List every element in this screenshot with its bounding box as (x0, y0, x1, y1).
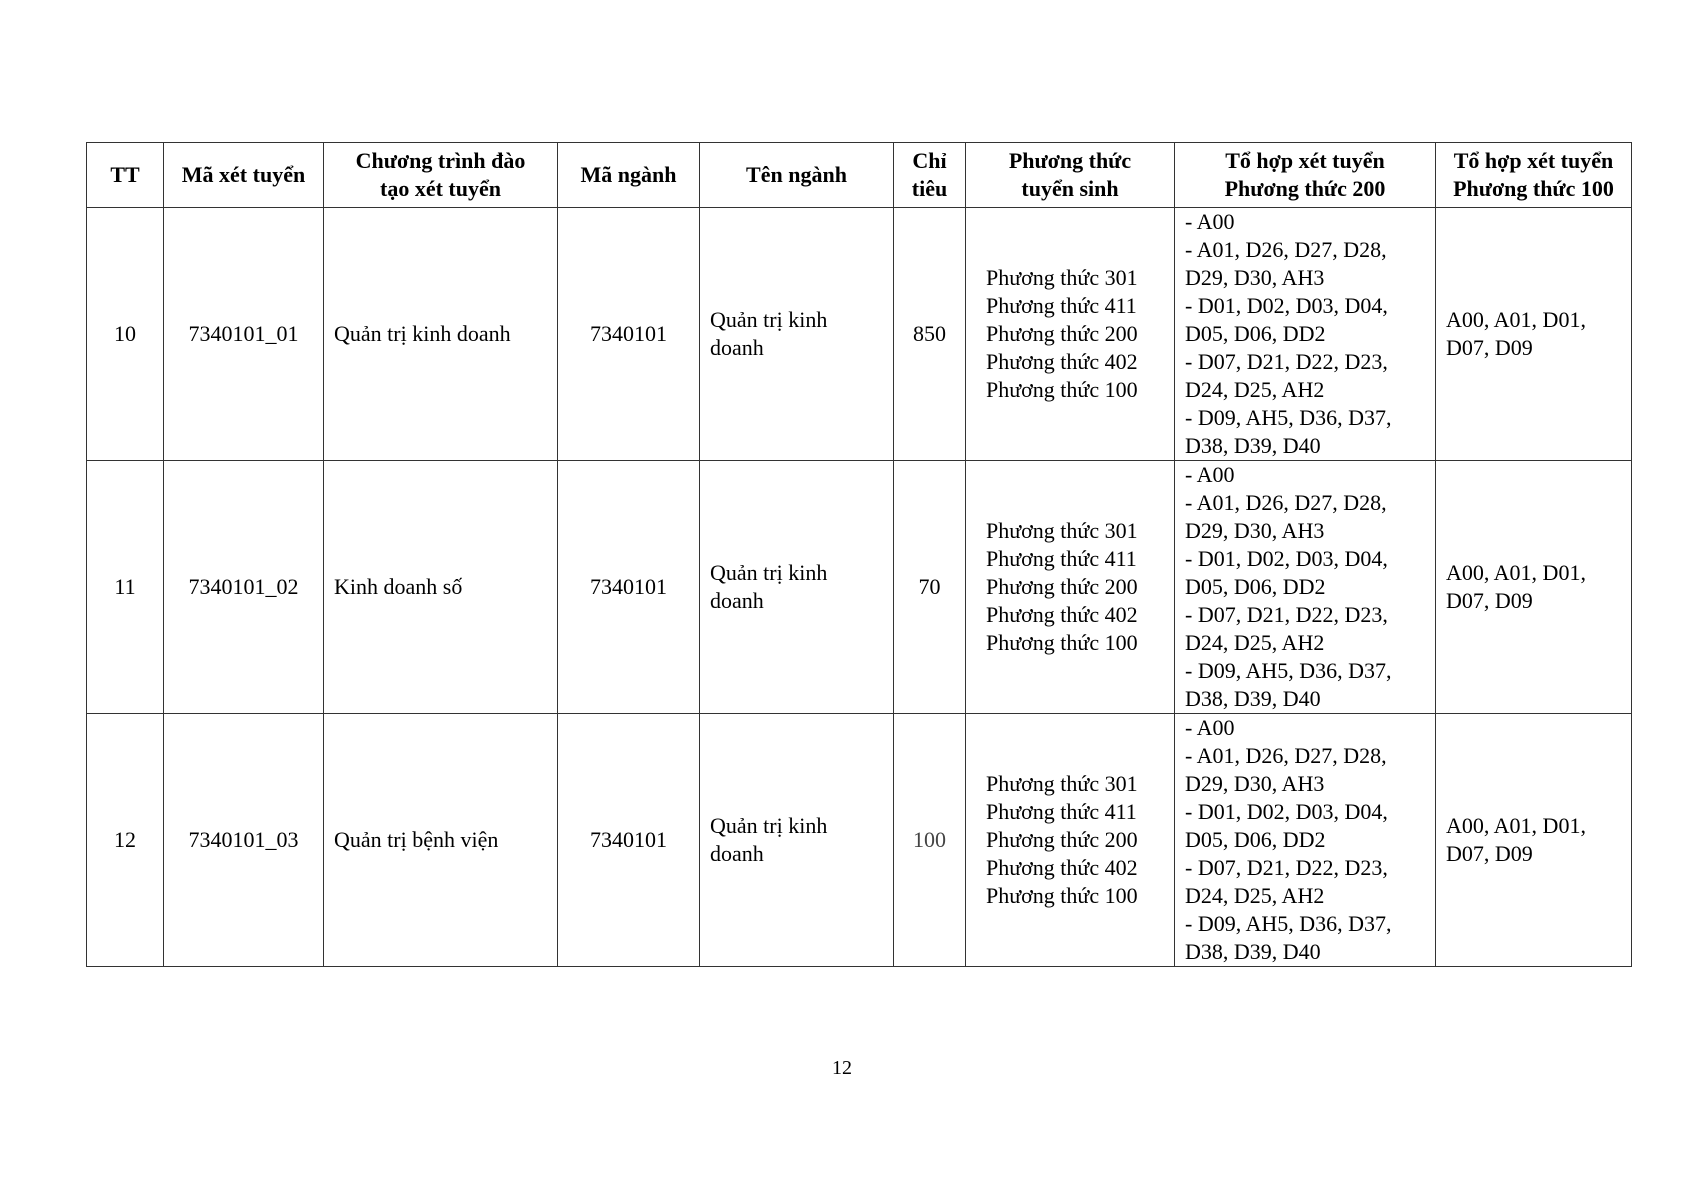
cell-line: Phương thức 411 (986, 293, 1137, 318)
cell-line: - A01, D26, D27, D28, (1185, 743, 1387, 768)
cell-phuong-thuc (966, 208, 1175, 461)
cell-ma-nganh: 7340101 (558, 208, 700, 461)
header-to-hop-200 (1175, 143, 1436, 208)
header-chi-tieu (894, 143, 966, 208)
header-row (87, 143, 1632, 208)
cell-line: D29, D30, AH3 (1185, 265, 1325, 290)
cell-to-hop-100 (1436, 714, 1632, 967)
admission-table (86, 142, 1632, 967)
cell-line: Phương thức 402 (986, 349, 1138, 374)
header-ten-nganh: Tên ngành (700, 143, 894, 208)
cell-ma-nganh: 7340101 (558, 714, 700, 967)
cell-line: - D07, D21, D22, D23, (1185, 349, 1388, 374)
cell-chi-tieu: 100 (894, 714, 966, 967)
header-chuong-trinh (324, 143, 558, 208)
cell-line: D05, D06, DD2 (1185, 574, 1326, 599)
cell-line: Phương thức 100 (986, 630, 1138, 655)
header-line: Tổ hợp xét tuyển (1453, 148, 1614, 173)
cell-phuong-thuc (966, 714, 1175, 967)
cell-ma-xet-tuyen: 7340101_03 (164, 714, 324, 967)
header-line: Phương thức 200 (1224, 176, 1386, 201)
cell-line: Phương thức 301 (986, 518, 1138, 543)
cell-line: - D09, AH5, D36, D37, (1185, 911, 1392, 936)
cell-line: D29, D30, AH3 (1185, 518, 1325, 543)
header-line: Chương trình đào (355, 148, 526, 173)
cell-line: Quản trị kinh (710, 560, 828, 585)
cell-chi-tieu: 70 (894, 461, 966, 714)
cell-ten-nganh (700, 714, 894, 967)
cell-line: Phương thức 100 (986, 377, 1138, 402)
cell-line: Phương thức 200 (986, 321, 1138, 346)
cell-line: - D01, D02, D03, D04, (1185, 293, 1388, 318)
cell-line: D38, D39, D40 (1185, 686, 1321, 711)
header-line: Phương thức 100 (1453, 176, 1614, 201)
cell-chi-tieu: 850 (894, 208, 966, 461)
cell-line: - A01, D26, D27, D28, (1185, 490, 1387, 515)
cell-line: - D01, D02, D03, D04, (1185, 799, 1388, 824)
cell-line: Phương thức 411 (986, 546, 1137, 571)
cell-line: - D07, D21, D22, D23, (1185, 855, 1388, 880)
cell-line: A00, A01, D01, (1446, 307, 1586, 332)
cell-line: - D09, AH5, D36, D37, (1185, 658, 1392, 683)
cell-tt: 11 (87, 461, 164, 714)
cell-line: doanh (710, 841, 764, 866)
cell-line: D07, D09 (1446, 841, 1533, 866)
cell-ma-xet-tuyen: 7340101_02 (164, 461, 324, 714)
cell-line: D05, D06, DD2 (1185, 827, 1326, 852)
cell-line: D07, D09 (1446, 588, 1533, 613)
header-line: tuyển sinh (1021, 176, 1119, 201)
cell-line: doanh (710, 588, 764, 613)
cell-line: Quản trị kinh (710, 813, 828, 838)
cell-to-hop-100 (1436, 208, 1632, 461)
header-to-hop-100 (1436, 143, 1632, 208)
table-row (87, 208, 1632, 461)
cell-line: D24, D25, AH2 (1185, 630, 1325, 655)
header-ma-xet-tuyen: Mã xét tuyển (164, 143, 324, 208)
cell-line: Phương thức 100 (986, 883, 1138, 908)
cell-to-hop-200 (1175, 208, 1436, 461)
cell-ten-nganh (700, 461, 894, 714)
cell-line: Phương thức 402 (986, 855, 1138, 880)
cell-line: Quản trị kinh (710, 307, 828, 332)
cell-line: A00, A01, D01, (1446, 813, 1586, 838)
cell-line: D07, D09 (1446, 335, 1533, 360)
header-line: tiêu (911, 176, 948, 201)
header-ma-nganh: Mã ngành (558, 143, 700, 208)
cell-line: - A00 (1185, 462, 1235, 487)
cell-tt: 12 (87, 714, 164, 967)
cell-line: doanh (710, 335, 764, 360)
cell-line: Phương thức 200 (986, 574, 1138, 599)
cell-line: D29, D30, AH3 (1185, 771, 1325, 796)
cell-line: Phương thức 411 (986, 799, 1137, 824)
cell-line: Phương thức 402 (986, 602, 1138, 627)
cell-line: - D09, AH5, D36, D37, (1185, 405, 1392, 430)
header-line: Tổ hợp xét tuyển (1225, 148, 1385, 173)
cell-line: - A00 (1185, 209, 1235, 234)
cell-to-hop-100 (1436, 461, 1632, 714)
cell-ma-xet-tuyen: 7340101_01 (164, 208, 324, 461)
cell-line: D24, D25, AH2 (1185, 883, 1325, 908)
cell-ten-nganh (700, 208, 894, 461)
cell-phuong-thuc (966, 461, 1175, 714)
header-phuong-thuc (966, 143, 1175, 208)
cell-to-hop-200 (1175, 714, 1436, 967)
header-tt: TT (87, 143, 164, 208)
cell-to-hop-200 (1175, 461, 1436, 714)
cell-chuong-trinh: Kinh doanh số (324, 461, 558, 714)
cell-ma-nganh: 7340101 (558, 461, 700, 714)
cell-chuong-trinh: Quản trị kinh doanh (324, 208, 558, 461)
cell-line: D38, D39, D40 (1185, 433, 1321, 458)
cell-chuong-trinh: Quản trị bệnh viện (324, 714, 558, 967)
header-line: tạo xét tuyển (380, 176, 501, 201)
cell-line: - A00 (1185, 715, 1235, 740)
cell-line: A00, A01, D01, (1446, 560, 1586, 585)
cell-line: - A01, D26, D27, D28, (1185, 237, 1387, 262)
cell-line: D05, D06, DD2 (1185, 321, 1326, 346)
cell-line: Phương thức 200 (986, 827, 1138, 852)
header-line: Chỉ (912, 148, 947, 173)
cell-line: - D01, D02, D03, D04, (1185, 546, 1388, 571)
table-row (87, 714, 1632, 967)
cell-line: - D07, D21, D22, D23, (1185, 602, 1388, 627)
cell-line: Phương thức 301 (986, 265, 1138, 290)
cell-tt: 10 (87, 208, 164, 461)
header-line: Phương thức (1008, 148, 1132, 173)
page-number: 12 (832, 1057, 852, 1079)
table-row (87, 461, 1632, 714)
cell-line: D38, D39, D40 (1185, 939, 1321, 964)
cell-line: Phương thức 301 (986, 771, 1138, 796)
cell-line: D24, D25, AH2 (1185, 377, 1325, 402)
